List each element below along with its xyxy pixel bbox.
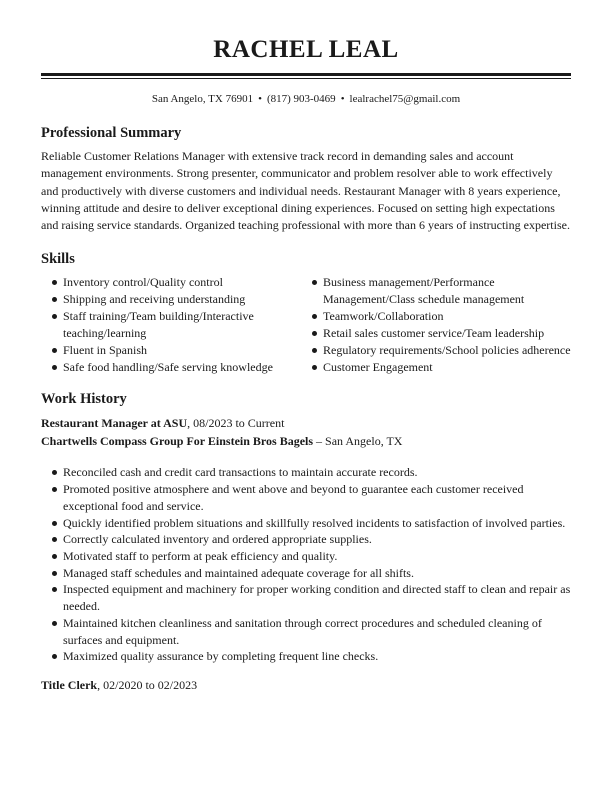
contact-email: lealrachel75@gmail.com — [349, 93, 461, 105]
work-history-heading: Work History — [41, 391, 127, 408]
duty-item: Promoted positive atmosphere and went above and beyond to guarantee each customer received exceptional food and service. — [51, 481, 571, 514]
skill-item: Retail sales customer service/Team leadership — [311, 325, 571, 342]
skill-item: Shipping and receiving understanding — [51, 291, 311, 308]
skill-item: Business management/Performance Management/Class schedule management — [311, 274, 571, 308]
skill-item: Safe food handling/Safe serving knowledge — [51, 359, 311, 376]
bullet-separator: • — [258, 93, 262, 105]
skills-column-right — [311, 274, 571, 376]
duty-item: Maximized quality assurance by completing frequent line checks. — [51, 648, 571, 665]
duty-item: Maintained kitchen cleanliness and sanitation through correct procedures and scheduled cleaning of surfaces and equipment. — [51, 615, 571, 648]
candidate-name: RACHEL LEAL — [213, 36, 399, 63]
skill-item: Staff training/Team building/Interactive teaching/learning — [51, 308, 311, 342]
job-title-line — [41, 676, 571, 694]
skill-item: Fluent in Spanish — [51, 342, 311, 359]
skills-list — [41, 274, 571, 376]
summary-text: Reliable Customer Relations Manager with extensive track record in demanding sales and account management environments. Strong presenter, communicator and problem resolver able to work effectively and productively with diverse customers and individual needs. Restaurant Manager with 8 years experience, winning attitude and desire to deliver exceptional dining experiences. Focused on setting high expectations and raising service standards. Organized teaching professional with more than 6 years of instructing expertise. — [41, 149, 570, 233]
job-dates: , 08/2023 to Current — [187, 416, 285, 431]
contact-phone: (817) 903-0469 — [266, 93, 336, 105]
job-title: Title Clerk — [41, 677, 98, 692]
job-location: – San Angelo, TX — [313, 434, 403, 449]
summary-heading: Professional Summary — [41, 125, 182, 141]
skill-item: Regulatory requirements/School policies adherence — [311, 342, 571, 359]
job-title: Restaurant Manager at ASU — [41, 416, 188, 431]
duty-item: Managed staff schedules and maintained adequate coverage for all shifts. — [51, 565, 571, 582]
skills-heading: Skills — [41, 251, 75, 268]
skill-item: Teamwork/Collaboration — [311, 308, 571, 325]
duty-item: Motivated staff to perform at peak efficiency and quality. — [51, 548, 571, 565]
contact-line — [41, 92, 571, 106]
duty-item: Inspected equipment and machinery for proper working condition and directed staff to clean and repair as needed. — [51, 581, 571, 614]
header-rule-thick — [41, 73, 571, 76]
contact-address: San Angelo, TX 76901 — [151, 93, 254, 105]
duty-item: Reconciled cash and credit card transactions to maintain accurate records. — [51, 464, 571, 481]
bullet-separator: • — [340, 93, 345, 105]
duty-item: Correctly calculated inventory and ordered appropriate supplies. — [51, 531, 571, 548]
skill-item: Customer Engagement — [311, 359, 571, 376]
job-company: Chartwells Compass Group For Einstein Bros Bagels — [41, 434, 314, 449]
job-dates: , 02/2020 to 02/2023 — [97, 677, 198, 692]
duty-item: Quickly identified problem situations and skillfully resolved incidents to satisfaction of involved parties. — [51, 515, 571, 532]
job-company-line — [41, 432, 571, 450]
job-title-line — [41, 414, 571, 432]
header-rule-thin — [41, 78, 571, 79]
job-duties-list — [41, 464, 571, 664]
skill-item: Inventory control/Quality control — [51, 274, 311, 291]
skills-column-left — [41, 274, 311, 376]
